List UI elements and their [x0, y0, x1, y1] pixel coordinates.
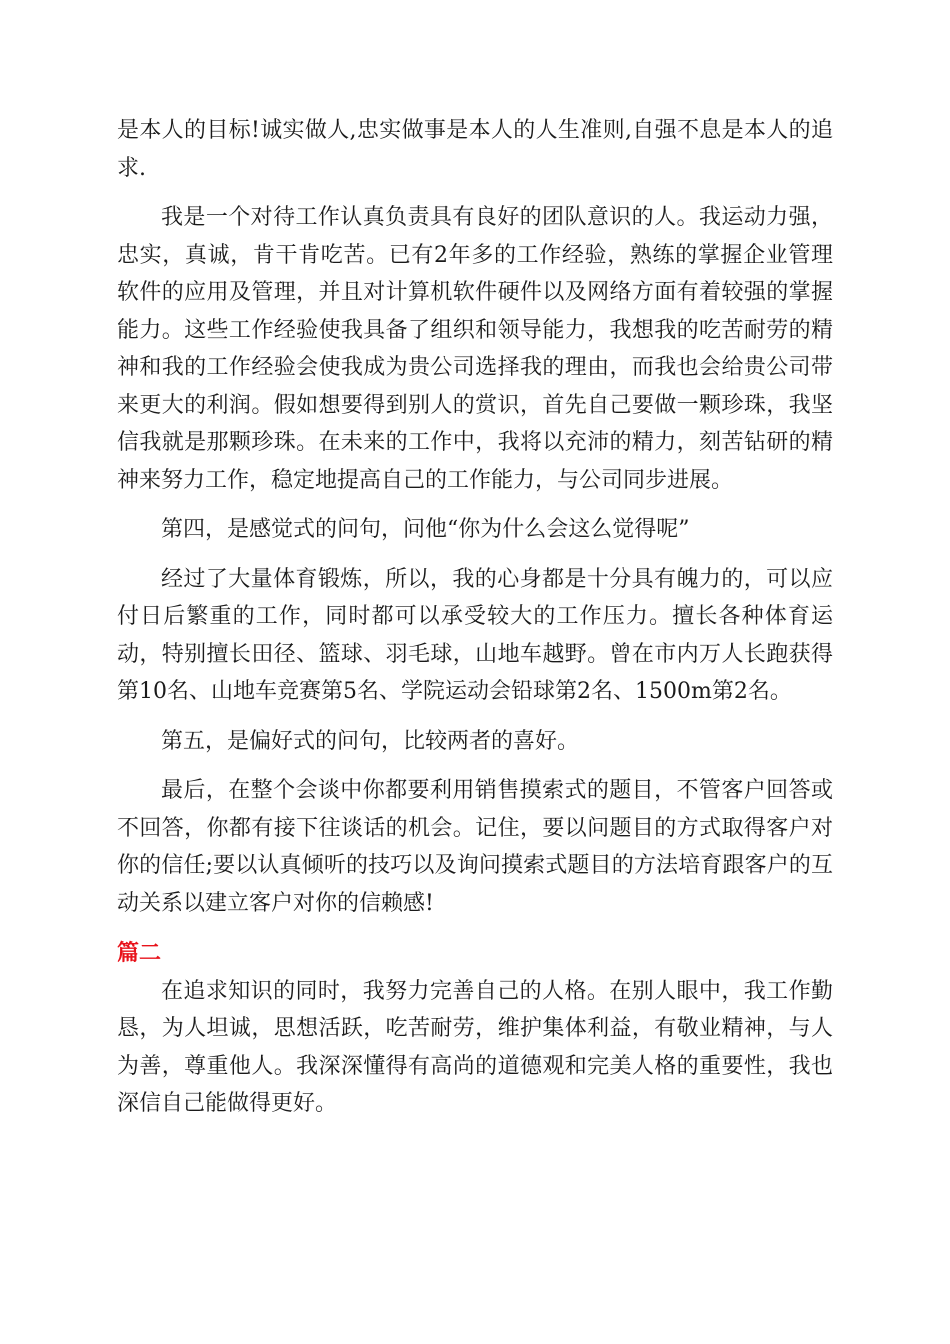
paragraph-personality: 在追求知识的同时，我努力完善自己的人格。在别人眼中，我工作勤恳，为人坦诚，思想活跃，吃苦耐劳，维护集体利益，有敬业精神，与人为善，尊重他人。我深深懂得有高尚的道德观和完美人格的重要性，我也深信自己能做得更好。 — [117, 978, 833, 1116]
paragraph-sports: 经过了大量体育锻炼，所以，我的心身都是十分具有魄力的，可以应付日后繁重的工作，同时都可以承受较大的工作压力。擅长各种体育运动，特别擅长田径、篮球、羽毛球，山地车越野。曾在市内万人长跑获得第10名、山地车竞赛第5名、学院运动会铅球第2名、1500m第2名。 — [117, 566, 833, 704]
section-heading: 篇二 — [117, 941, 162, 966]
paragraph-continuation: 是本人的目标!诚实做人,忠实做事是本人的人生准则,自强不息是本人的追求. — [117, 118, 833, 181]
document-page — [117, 112, 833, 1123]
paragraph-work-attitude: 我是一个对待工作认真负责具有良好的团队意识的人。我运动力强，忠实，真诚，肯干肯吃苦。已有2年多的工作经验，熟练的掌握企业管理软件的应用及管理，并且对计算机软件硬件以及网络方面有着较强的掌握能力。这些工作经验使我具备了组织和领导能力，我想我的吃苦耐劳的精神和我的工作经验会使我成为贵公司选择我的理由，而我也会给贵公司带来更大的利润。假如想要得到别人的赏识，首先自己要做一颗珍珠，我坚信我就是那颗珍珠。在未来的工作中，我将以充沛的精力，刻苦钻研的精神来努力工作，稳定地提高自己的工作能力，与公司同步进展。 — [117, 205, 833, 493]
paragraph-fourth-question: 第四，是感觉式的问句，问他“你为什么会这么觉得呢” — [161, 517, 690, 542]
paragraph-conclusion: 最后，在整个会谈中你都要利用销售摸索式的题目，不管客户回答或不回答，你都有接下往谈话的机会。记住，要以问题目的方式取得客户对你的信任;要以认真倾听的技巧以及询问摸索式题目的方法培育跟客户的互动关系以建立客户对你的信赖感! — [117, 778, 833, 916]
paragraph-fifth-question: 第五，是偏好式的问句，比较两者的喜好。 — [161, 728, 580, 754]
